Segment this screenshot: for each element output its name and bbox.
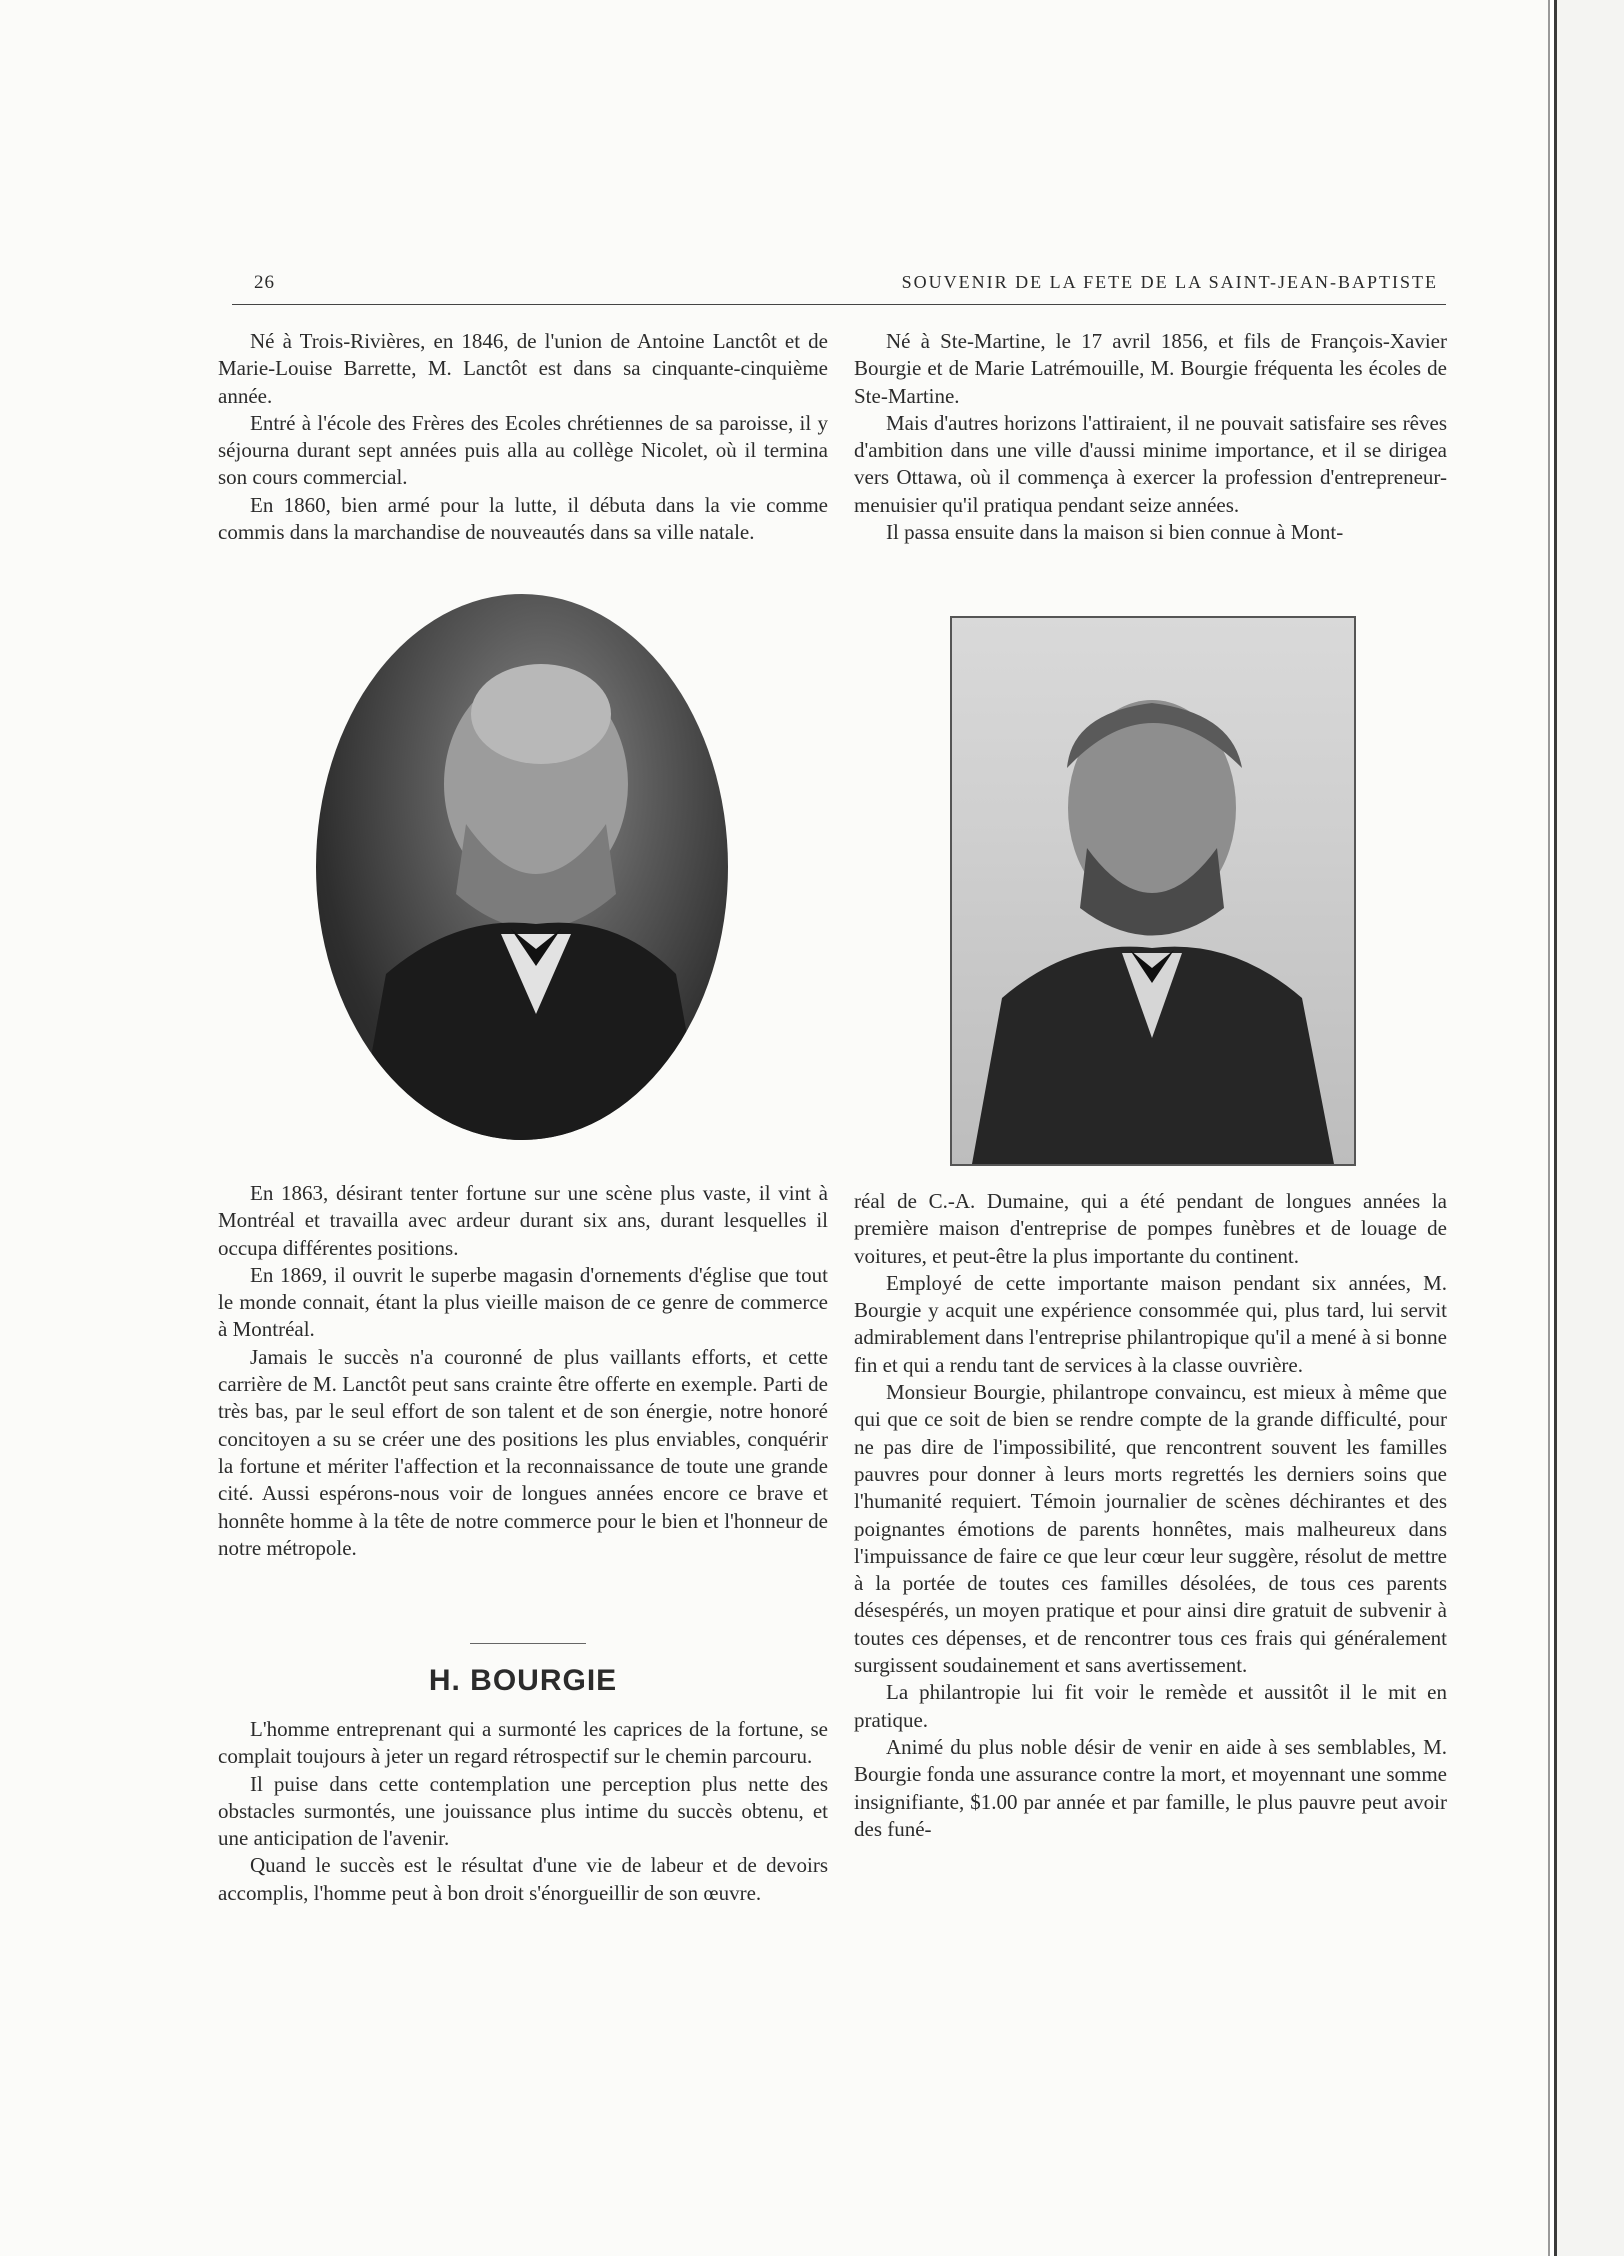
running-title: SOUVENIR DE LA FETE DE LA SAINT-JEAN-BAPTISTE [901,272,1438,292]
lanctot-column-top [218,328,828,546]
lanctot-column-bottom [218,1180,828,1562]
paragraph-continuation: réal de C.-A. Dumaine, qui a été pendant de longues années la première maison d'entreprise de pompes funèbres et de louage de voitures, et peut-être la plus importante du continent. [854,1189,1447,1268]
bourgie-intro-column [218,1716,828,1907]
paragraph: Animé du plus noble désir de venir en aide à ses semblables, M. Bourgie fonda une assurance contre la mort, et moyennant une somme insignifiante, $1.00 par année et par famille, le plus pauvre peut avoir des funé- [854,1734,1447,1841]
portrait-bourgie [950,616,1356,1166]
paragraph: Quand le succès est le résultat d'une vie de labeur et de devoirs accomplis, l'homme peut à bon droit s'énorgueillir de son œuvre. [218,1853,828,1905]
paragraph: Mais d'autres horizons l'attiraient, il ne pouvait satisfaire ses rêves d'ambition dans une ville d'aussi minime importance, et il se dirigea vers Ottawa, où il commença à exercer la profession d'entrepreneur-menuisier qu'il pratiqua pendant seize années. [854,410,1447,517]
paragraph: L'homme entreprenant qui a surmonté les caprices de la fortune, se complait toujours à jeter un regard rétrospectif sur le chemin parcouru. [218,1717,828,1769]
paragraph: La philantropie lui fit voir le remède et aussitôt il le mit en pratique. [854,1680,1447,1732]
section-divider [470,1643,586,1644]
adjacent-page-edge [1554,0,1624,2256]
running-header [232,268,1446,305]
paragraph: Il passa ensuite dans la maison si bien connue à Mont- [886,520,1344,545]
paragraph: Monsieur Bourgie, philantrope convaincu, est mieux à même que qui que ce soit de bien se rendre compte de la grande difficulté, pour ne pas dire de l'impossibilité, que rencontrent souvent les familles pauvres pour donner à leurs morts regrettés les derniers soins que l'humanité requiert. Témoin journalier de scènes déchirantes et des poignantes émotions de parents honnêtes, mais malheureux dans l'impuissance de faire ce que leur cœur leur suggère, résolut de mettre à la portée de toutes ces familles désolées, de tous ces parents désespérés, un moyen pratique et pour ainsi dire gratuit de subvenir à toutes ces dépenses, et de rencontrer tous ces frais qui généralement surgissent soudainement et sans avertissement. [854,1380,1447,1678]
paragraph: Né à Ste-Martine, le 17 avril 1856, et fils de François-Xavier Bourgie et de Marie Latrémouille, M. Bourgie fréquenta les écoles de Ste-Martine. [854,329,1447,408]
bourgie-column-top [854,328,1447,546]
portrait-lanctot [316,594,728,1140]
page-number: 26 [254,272,275,293]
paragraph: Jamais le succès n'a couronné de plus vaillants efforts, et cette carrière de M. Lanctôt peut sans crainte être offerte en exemple. Parti de très bas, par le seul effort de son talent et de son énergie, notre honoré concitoyen a su se créer une des positions les plus enviables, conquérir la fortune et mériter l'affection et la reconnaissance de toute une grande cité. Aussi espérons-nous voir de longues années encore ce brave et honnête homme à la tête de notre commerce pour le bien et l'honneur de notre métropole. [218,1344,828,1560]
paragraph: En 1860, bien armé pour la lutte, il débuta dans la vie comme commis dans la marchandise de nouveautés dans sa ville natale. [218,492,828,545]
paragraph: Entré à l'école des Frères des Ecoles chrétiennes de sa paroisse, il y séjourna durant sept années puis alla au collège Nicolet, où il termina son cours commercial. [218,410,828,490]
paragraph: En 1869, il ouvrit le superbe magasin d'ornements d'église que tout le monde connait, étant la plus vieille maison de ce genre de commerce à Montréal. [218,1262,828,1342]
bourgie-column-bottom [854,1188,1447,1843]
paragraph: Né à Trois-Rivières, en 1846, de l'union de Antoine Lanctôt et de Marie-Louise Barrette, M. Lanctôt est dans sa cinquante-cinquième année. [218,329,828,408]
paragraph: Il puise dans cette contemplation une perception plus nette des obstacles surmontés, une jouissance plus intime du succès obtenu, et une anticipation de l'avenir. [218,1771,828,1851]
section-title: H. BOURGIE [428,1664,618,1697]
paragraph: Employé de cette importante maison pendant six années, M. Bourgie y acquit une expérience consommée qui, plus tard, lui servit admirablement dans l'entreprise philantropique qu'il a mené à si bonne fin et qui a rendu tant de services à la classe ouvrière. [854,1270,1447,1377]
paragraph: En 1863, désirant tenter fortune sur une scène plus vaste, il vint à Montréal et travailla avec ardeur durant six ans, durant lesquelles il occupa différentes positions. [218,1181,828,1260]
